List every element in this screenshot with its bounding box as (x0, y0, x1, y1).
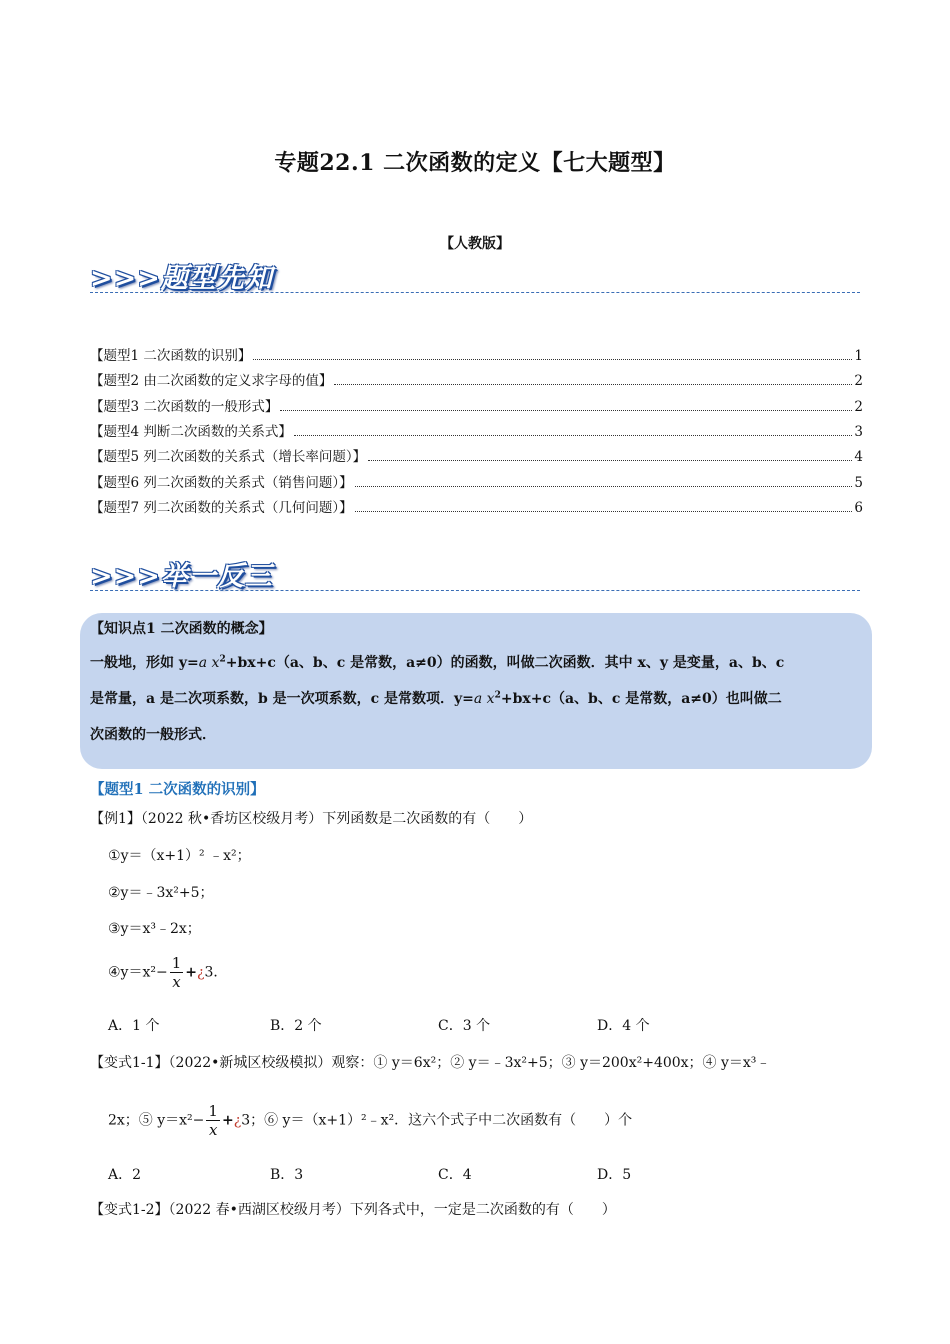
toc-entry-label: 【题型5 列二次函数的关系式（增长率问题）】 (90, 449, 367, 466)
toc-leader-dots (294, 434, 853, 436)
toc-page-number: 2 (854, 373, 863, 390)
knowledge-heading: 【知识点1 二次函数的概念】 (90, 621, 273, 637)
toc-entry[interactable] (90, 344, 863, 364)
toc-entry[interactable] (90, 395, 863, 415)
toc-entry-label: 【题型6 列二次函数的关系式（销售问题）】 (90, 474, 353, 491)
toc-leader-dots (280, 409, 852, 411)
toc-entry[interactable] (90, 369, 863, 389)
toc-leader-dots (253, 358, 852, 360)
section-divider (90, 292, 860, 293)
toc-entry[interactable] (90, 420, 863, 440)
banner-examples: >>>举一反三 (90, 561, 273, 592)
toc-page-number: 1 (854, 348, 863, 364)
toc-entry-label: 【题型1 二次函数的识别】 (90, 348, 252, 364)
option-a: A．2 (108, 1167, 142, 1183)
option-b: B．3 (270, 1167, 304, 1183)
variant-1-2-stem: 【变式1-2】（2022 春•西湖区校级月考）下列各式中，一定是二次函数的有（ ） (90, 1202, 616, 1218)
toc-page-number: 5 (854, 474, 863, 491)
option-d: D．4 个 (597, 1018, 650, 1034)
page-title: 专题22.1 二次函数的定义【七大题型】 (274, 150, 676, 176)
example-1-item-4: ④y＝x²− $\frac{1}{x}$ +¿3． (108, 954, 228, 991)
option-c: C．4 (438, 1167, 472, 1183)
toc-page-number: 6 (854, 499, 863, 516)
example-1-item-3: ③y＝x³﹣2x； (108, 921, 201, 937)
option-b: B．2 个 (270, 1018, 322, 1034)
toc-entry[interactable] (90, 445, 863, 465)
toc-leader-dots (334, 383, 852, 385)
toc-entry[interactable] (90, 471, 863, 491)
toc-leader-dots (355, 485, 853, 487)
option-a: A．1 个 (108, 1018, 160, 1034)
option-d: D．5 (597, 1167, 632, 1183)
variant-1-1-stem: 【变式1-1】（2022•新城区校级模拟）观察：① y＝6x²；② y＝﹣3x²+5；③ y＝200x²+400x；④ y＝x³﹣ (90, 1055, 771, 1071)
example-1-item-1: ①y＝（x+1）² ﹣x²； (108, 848, 251, 864)
toc-page-number: 2 (854, 398, 863, 415)
example-1-item-2: ②y＝﹣3x²+5； (108, 885, 214, 901)
fraction: $\frac{1}{x}$ (208, 1102, 218, 1139)
option-c: C．3 个 (438, 1018, 491, 1034)
toc-leader-dots (355, 510, 853, 512)
toc-entry[interactable] (90, 496, 863, 516)
edition-label: 【人教版】 (440, 236, 510, 252)
toc-page-number: 3 (854, 423, 863, 440)
toc-page-number: 4 (854, 449, 863, 466)
section-heading-type1: 【题型1 二次函数的识别】 (90, 781, 265, 798)
toc-entry-label: 【题型3 二次函数的一般形式】 (90, 398, 279, 415)
toc-leader-dots (368, 459, 852, 461)
toc-entry-label: 【题型2 由二次函数的定义求字母的值】 (90, 373, 333, 390)
knowledge-line-2: 是常量，a 是二次项系数，b 是一次项系数，c 是常数项．y=a $x^2+bx+c(a$、b、c 是常数，a≠0）也叫做二 (90, 690, 782, 707)
example-1-stem: 【例1】（2022 秋•香坊区校级月考）下列函数是二次函数的有（ ） (90, 811, 533, 827)
variant-1-1-line-2: 2x；⑤ y＝x²− $\frac{1}{x}$ +¿3；⑥ y＝（x+1）²﹣x²．这六个式子中二次函数有（ ）个 (108, 1102, 633, 1139)
toc-entry-label: 【题型4 判断二次函数的关系式】 (90, 423, 292, 440)
banner-question-types: >>>题型先知 (90, 263, 273, 294)
knowledge-line-1: 一般地，形如 y=a $x^2+bx+c(a$、b、c 是常数，a≠0）的函数，叫做二次函数．其中 x、y 是变量，a、b、c (90, 654, 785, 671)
toc-entry-label: 【题型7 列二次函数的关系式（几何问题）】 (90, 499, 353, 516)
fraction: $\frac{1}{x}$ (171, 954, 182, 991)
section-divider (90, 590, 860, 591)
knowledge-line-3: 次函数的一般形式． (90, 727, 216, 743)
